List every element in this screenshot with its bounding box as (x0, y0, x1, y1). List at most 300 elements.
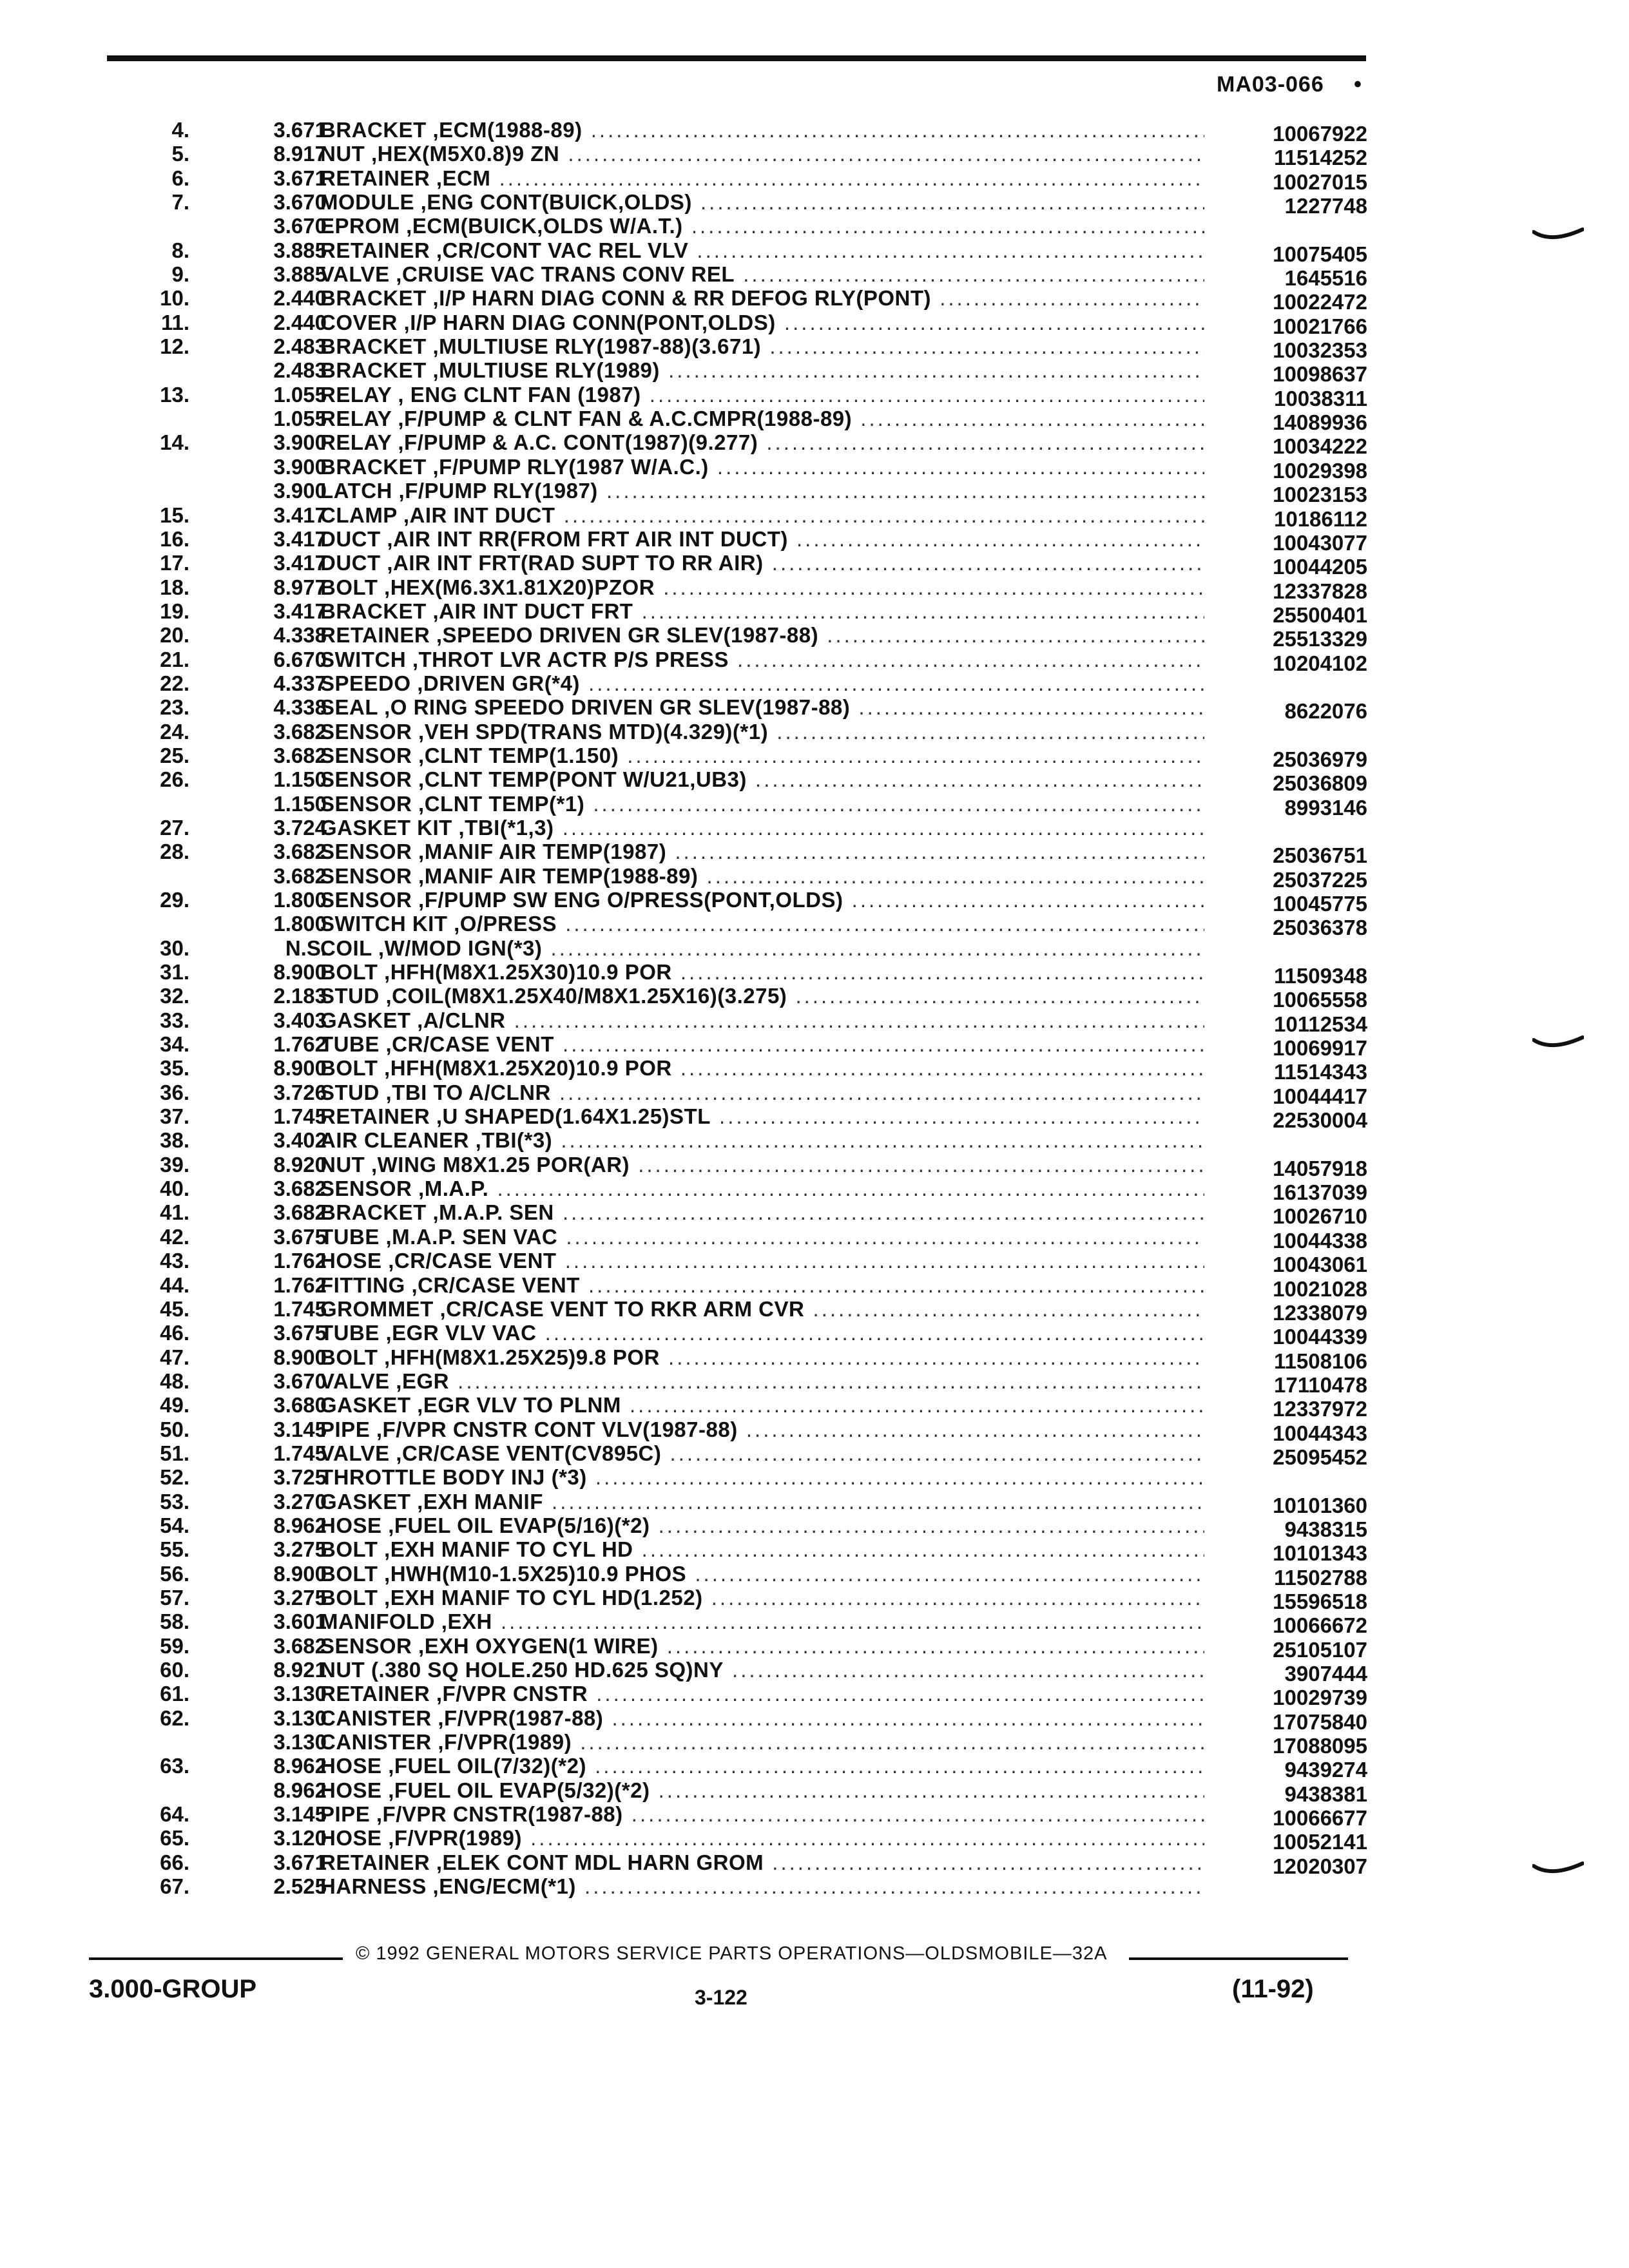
part-name: LATCH ,F/PUMP RLY(1987) ..... (320, 479, 1204, 503)
part-name: DUCT ,AIR INT RR(FROM FRT AIR INT DUCT) ..... (320, 527, 1204, 551)
part-name: THROTTLE BODY INJ (*3) ..... (320, 1465, 1204, 1489)
group-code: 3.120 (273, 1826, 327, 1850)
item-number: 61. (160, 1682, 189, 1706)
group-code: 3.680 (273, 1393, 327, 1418)
parts-list (0, 118, 1629, 1898)
part-name: GASKET ,EXH MANIF ..... (320, 1490, 1204, 1514)
part-row (0, 1224, 1629, 1253)
footer-rule-left (89, 1957, 343, 1960)
part-number: 17088095 (1273, 1734, 1367, 1758)
part-number: 11502788 (1273, 1565, 1367, 1590)
item-number: 35. (160, 1056, 189, 1081)
group-code: 1.055 (273, 382, 327, 407)
item-number: 50. (160, 1417, 189, 1441)
footer-date: (11-92) (1232, 1975, 1314, 2003)
part-row (0, 791, 1629, 820)
item-number: 45. (160, 1296, 189, 1321)
part-name: TUBE ,M.A.P. SEN VAC ..... (320, 1225, 1204, 1249)
part-number: 8622076 (1284, 699, 1367, 724)
part-number: 10022472 (1273, 290, 1367, 314)
item-number: 36. (160, 1080, 189, 1104)
part-number: 10044417 (1273, 1084, 1367, 1108)
part-row (0, 1874, 1629, 1898)
part-row (0, 1345, 1629, 1373)
part-number: 10021766 (1273, 314, 1367, 338)
part-name: GASKET ,A/CLNR ..... (320, 1008, 1204, 1032)
group-code: 3.275 (273, 1585, 327, 1610)
part-number: 1645516 (1284, 266, 1367, 291)
group-code: 3.417 (273, 551, 327, 575)
part-name: GROMMET ,CR/CASE VENT TO RKR ARM CVR ..... (320, 1297, 1204, 1321)
group-code: 3.682 (273, 743, 327, 767)
item-number: 67. (160, 1874, 189, 1899)
part-name: HOSE ,CR/CASE VENT ..... (320, 1249, 1204, 1273)
part-number: 10075405 (1273, 242, 1367, 266)
part-row (0, 214, 1629, 238)
item-number: 56. (160, 1561, 189, 1586)
group-code: 1.762 (273, 1249, 327, 1273)
footer-group-label: 3.000-GROUP (89, 1975, 257, 2003)
part-name: MANIFOLD ,EXH ..... (320, 1610, 1204, 1633)
part-name: DUCT ,AIR INT FRT(RAD SUPT TO RR AIR) ..... (320, 551, 1204, 575)
part-name: TUBE ,EGR VLV VAC ..... (320, 1321, 1204, 1345)
part-row (0, 1369, 1629, 1397)
item-number: 23. (160, 695, 189, 720)
group-code: 8.920 (273, 1152, 327, 1177)
item-number: 11. (160, 310, 189, 334)
part-row (0, 1610, 1629, 1638)
group-code: 8.900 (273, 1056, 327, 1081)
footer-copyright: © 1992 GENERAL MOTORS SERVICE PARTS OPERATIONS—OLDSMOBILE—32A (356, 1943, 1108, 1964)
item-number: 58. (160, 1610, 189, 1634)
part-number: 10029398 (1273, 458, 1367, 483)
part-row (0, 1682, 1629, 1710)
part-row (0, 671, 1629, 695)
part-number: 9438381 (1284, 1782, 1367, 1806)
item-number: 7. (171, 190, 189, 215)
group-code: 1.745 (273, 1441, 327, 1465)
part-row (0, 1128, 1629, 1152)
item-number: 32. (160, 984, 189, 1008)
group-code: 1.800 (273, 912, 327, 936)
part-number: 12337828 (1273, 579, 1367, 603)
part-number: 10065558 (1273, 988, 1367, 1012)
top-rule (107, 55, 1366, 61)
part-number: 10043061 (1273, 1253, 1367, 1277)
item-number: 15. (160, 503, 189, 527)
part-row (0, 1296, 1629, 1325)
part-number: 25036378 (1273, 916, 1367, 940)
part-name: SENSOR ,EXH OXYGEN(1 WIRE) ..... (320, 1634, 1204, 1658)
item-number: 41. (160, 1200, 189, 1225)
part-row (0, 310, 1629, 338)
item-number: 33. (160, 1008, 189, 1032)
part-name: BOLT ,HEX(M6.3X1.81X20)PZOR ..... (320, 575, 1204, 599)
group-code: 8.900 (273, 1561, 327, 1586)
part-name: VALVE ,CR/CASE VENT(CV895C) ..... (320, 1441, 1204, 1465)
part-row (0, 1706, 1629, 1734)
part-row (0, 1585, 1629, 1613)
part-number: 10034222 (1273, 434, 1367, 459)
part-number: 15596518 (1273, 1589, 1367, 1613)
group-code: 8.962 (273, 1778, 327, 1802)
item-number: 22. (160, 671, 189, 695)
part-name: HARNESS ,ENG/ECM(*1) ..... (320, 1874, 1204, 1898)
part-number: 10023153 (1273, 483, 1367, 507)
group-code: 8.921 (273, 1658, 327, 1682)
part-name: BRACKET ,M.A.P. SEN ..... (320, 1200, 1204, 1224)
group-code: 4.337 (273, 671, 327, 695)
part-name: BOLT ,EXH MANIF TO CYL HD ..... (320, 1537, 1204, 1561)
group-code: 3.402 (273, 1128, 327, 1153)
group-code: 3.682 (273, 1177, 327, 1201)
part-number: 14089936 (1273, 410, 1367, 435)
part-name: RETAINER ,ELEK CONT MDL HARN GROM ..... (320, 1850, 1204, 1874)
part-number: 25105107 (1273, 1637, 1367, 1662)
part-number: 10044338 (1273, 1228, 1367, 1253)
group-code: 8.962 (273, 1754, 327, 1778)
binder-hole-mark-1 (1532, 227, 1584, 246)
part-name: SWITCH KIT ,O/PRESS ..... (320, 912, 1204, 936)
part-row (0, 1513, 1629, 1541)
part-row (0, 118, 1629, 146)
group-code: 3.601 (273, 1610, 327, 1634)
item-number: 17. (160, 551, 189, 575)
part-row (0, 1658, 1629, 1686)
part-name: HOSE ,FUEL OIL(7/32)(*2) ..... (320, 1754, 1204, 1778)
part-name: VALVE ,CRUISE VAC TRANS CONV REL ..... (320, 262, 1204, 286)
part-name: RETAINER ,SPEEDO DRIVEN GR SLEV(1987-88) ..... (320, 623, 1204, 647)
part-name: MODULE ,ENG CONT(BUICK,OLDS) ..... (320, 190, 1204, 214)
group-code: 3.885 (273, 238, 327, 262)
part-number: 10101343 (1273, 1541, 1367, 1566)
group-code: 2.440 (273, 286, 327, 311)
part-number: 12337972 (1273, 1397, 1367, 1421)
part-row (0, 888, 1629, 916)
group-code: 3.417 (273, 526, 327, 551)
part-row (0, 1754, 1629, 1782)
part-row (0, 1850, 1629, 1878)
item-number: 66. (160, 1850, 189, 1874)
part-number: 10044339 (1273, 1325, 1367, 1349)
group-code: 3.417 (273, 599, 327, 623)
part-name: BOLT ,HFH(M8X1.25X30)10.9 POR ..... (320, 960, 1204, 984)
part-name: CANISTER ,F/VPR(1987-88) ..... (320, 1706, 1204, 1730)
group-code: 2.440 (273, 310, 327, 334)
item-number: 27. (160, 815, 189, 840)
part-row (0, 166, 1629, 194)
group-code: 1.150 (273, 791, 327, 816)
part-number: 10101360 (1273, 1493, 1367, 1517)
page-code: MA03-066 (1217, 72, 1324, 97)
part-number: 10186112 (1273, 506, 1367, 531)
item-number: 40. (160, 1177, 189, 1201)
group-code: 8.977 (273, 575, 327, 599)
part-number: 9438315 (1284, 1517, 1367, 1541)
part-name: NUT (.380 SQ HOLE.250 HD.625 SQ)NY ..... (320, 1658, 1204, 1682)
group-code: 3.682 (273, 840, 327, 864)
item-number: 64. (160, 1802, 189, 1827)
part-name: NUT ,HEX(M5X0.8)9 ZN ..... (320, 142, 1204, 166)
group-code: 1.150 (273, 767, 327, 792)
group-code: 8.900 (273, 1345, 327, 1369)
part-name: SEAL ,O RING SPEEDO DRIVEN GR SLEV(1987-88) ..... (320, 695, 1204, 719)
part-name: SENSOR ,MANIF AIR TEMP(1988-89) ..... (320, 864, 1204, 888)
group-code: 3.130 (273, 1730, 327, 1754)
part-row (0, 454, 1629, 483)
part-name: BRACKET ,MULTIUSE RLY(1989) ..... (320, 358, 1204, 382)
part-row (0, 623, 1629, 651)
group-code: 3.403 (273, 1008, 327, 1032)
part-number: 10067922 (1273, 122, 1367, 146)
part-name: COVER ,I/P HARN DIAG CONN(PONT,OLDS) ..... (320, 311, 1204, 334)
group-code: 3.682 (273, 1200, 327, 1225)
group-code: 3.675 (273, 1224, 327, 1249)
group-code: 4.338 (273, 623, 327, 648)
part-row (0, 503, 1629, 531)
part-row (0, 1489, 1629, 1517)
part-name: SENSOR ,M.A.P. ..... (320, 1177, 1204, 1200)
part-row (0, 1417, 1629, 1445)
group-code: 3.145 (273, 1417, 327, 1441)
part-row (0, 1273, 1629, 1301)
item-number: 13. (160, 382, 189, 407)
part-number: 1227748 (1284, 194, 1367, 218)
part-number: 17110478 (1273, 1372, 1367, 1397)
item-number: 37. (160, 1104, 189, 1129)
part-row (0, 863, 1629, 892)
group-code: 3.682 (273, 719, 327, 744)
item-number: 48. (160, 1369, 189, 1393)
group-code: 8.917 (273, 142, 327, 166)
part-row (0, 767, 1629, 796)
part-row (0, 695, 1629, 724)
item-number: 9. (171, 262, 189, 287)
item-number: 18. (160, 575, 189, 599)
part-row (0, 358, 1629, 387)
part-row (0, 912, 1629, 940)
part-row (0, 743, 1629, 771)
part-row (0, 1104, 1629, 1133)
part-row (0, 479, 1629, 507)
part-name: RETAINER ,U SHAPED(1.64X1.25)STL ..... (320, 1104, 1204, 1128)
part-name: RELAY , ENG CLNT FAN (1987) ..... (320, 383, 1204, 407)
item-number: 24. (160, 719, 189, 744)
part-row (0, 1200, 1629, 1229)
group-code: 2.525 (273, 1874, 327, 1899)
part-row (0, 382, 1629, 410)
part-row (0, 647, 1629, 675)
part-row (0, 1537, 1629, 1566)
part-number: 10021028 (1273, 1276, 1367, 1301)
part-row (0, 816, 1629, 840)
part-row (0, 1826, 1629, 1854)
part-name: BOLT ,HFH(M8X1.25X20)10.9 POR ..... (320, 1056, 1204, 1080)
part-number: 25513329 (1273, 627, 1367, 651)
part-number: 8993146 (1284, 795, 1367, 820)
item-number: 43. (160, 1249, 189, 1273)
part-number: 11508106 (1273, 1349, 1367, 1373)
part-name: BRACKET ,F/PUMP RLY(1987 W/A.C.) ..... (320, 455, 1204, 479)
part-row (0, 1177, 1629, 1205)
item-number: 55. (160, 1537, 189, 1562)
group-code: 1.745 (273, 1104, 327, 1129)
part-row (0, 526, 1629, 555)
part-name: SENSOR ,MANIF AIR TEMP(1987) ..... (320, 840, 1204, 863)
group-code: 1.745 (273, 1296, 327, 1321)
part-name: SENSOR ,F/PUMP SW ENG O/PRESS(PONT,OLDS) ..... (320, 888, 1204, 912)
part-row (0, 262, 1629, 291)
part-row (0, 551, 1629, 579)
part-name: RETAINER ,CR/CONT VAC REL VLV ..... (320, 238, 1204, 262)
part-number: 10112534 (1273, 1012, 1367, 1036)
part-row (0, 1321, 1629, 1349)
part-number: 3907444 (1284, 1662, 1367, 1686)
part-name: BRACKET ,MULTIUSE RLY(1987-88)(3.671) ..... (320, 334, 1204, 358)
part-number: 10032353 (1273, 338, 1367, 363)
binder-hole-mark-3 (1532, 1861, 1584, 1880)
part-number: 10029739 (1273, 1686, 1367, 1710)
part-row (0, 1465, 1629, 1489)
group-code: 1.800 (273, 888, 327, 912)
part-row (0, 407, 1629, 435)
part-name: TUBE ,CR/CASE VENT ..... (320, 1032, 1204, 1056)
part-number: 14057918 (1273, 1156, 1367, 1180)
group-code: 3.417 (273, 503, 327, 527)
page-mark: • (1354, 72, 1362, 97)
group-code: 3.671 (273, 1850, 327, 1874)
group-code: 3.724 (273, 815, 327, 840)
part-number: 10027015 (1273, 169, 1367, 194)
item-number: 63. (160, 1754, 189, 1778)
item-number: 38. (160, 1128, 189, 1153)
part-name: BRACKET ,AIR INT DUCT FRT ..... (320, 599, 1204, 623)
group-code: 3.670 (273, 1369, 327, 1393)
part-row (0, 190, 1629, 218)
item-number: 21. (160, 647, 189, 671)
part-row (0, 840, 1629, 868)
part-row (0, 720, 1629, 744)
item-number: 47. (160, 1345, 189, 1369)
part-name: RETAINER ,ECM ..... (320, 166, 1204, 190)
part-name: PIPE ,F/VPR CNSTR CONT VLV(1987-88) ..... (320, 1418, 1204, 1441)
group-code: 1.055 (273, 407, 327, 431)
part-name: BOLT ,HFH(M8X1.25X25)9.8 POR ..... (320, 1345, 1204, 1369)
group-code: 3.900 (273, 479, 327, 503)
part-number: 10043077 (1273, 530, 1367, 555)
part-name: PIPE ,F/VPR CNSTR(1987-88) ..... (320, 1802, 1204, 1826)
part-number: 12338079 (1273, 1300, 1367, 1325)
item-number: 34. (160, 1032, 189, 1057)
part-name: SWITCH ,THROT LVR ACTR P/S PRESS ..... (320, 648, 1204, 671)
group-code: 3.670 (273, 190, 327, 215)
footer-rule-right (1129, 1957, 1348, 1960)
item-number: 6. (171, 166, 189, 190)
group-code: N.S. (285, 936, 327, 960)
item-number: 30. (160, 936, 189, 960)
part-name: VALVE ,EGR ..... (320, 1369, 1204, 1393)
item-number: 26. (160, 767, 189, 792)
part-name: STUD ,COIL(M8X1.25X40/M8X1.25X16)(3.275) ..... (320, 984, 1204, 1008)
group-code: 3.670 (273, 214, 327, 238)
part-row (0, 1393, 1629, 1421)
group-code: 8.962 (273, 1513, 327, 1537)
group-code: 6.670 (273, 647, 327, 671)
part-name: RELAY ,F/PUMP & A.C. CONT(1987)(9.277) ..... (320, 430, 1204, 454)
part-row (0, 575, 1629, 603)
item-number: 8. (171, 238, 189, 262)
part-name: RETAINER ,F/VPR CNSTR ..... (320, 1682, 1204, 1706)
item-number: 57. (160, 1585, 189, 1610)
part-number: 10038311 (1273, 386, 1367, 410)
group-code: 3.725 (273, 1465, 327, 1490)
part-row (0, 238, 1629, 266)
item-number: 59. (160, 1633, 189, 1658)
item-number: 31. (160, 960, 189, 985)
item-number: 49. (160, 1393, 189, 1418)
part-number: 10098637 (1273, 362, 1367, 387)
part-row (0, 1008, 1629, 1036)
group-code: 3.726 (273, 1080, 327, 1104)
item-number: 54. (160, 1513, 189, 1537)
part-number: 25037225 (1273, 867, 1367, 892)
group-code: 3.885 (273, 262, 327, 287)
part-row (0, 286, 1629, 314)
item-number: 52. (160, 1465, 189, 1490)
item-number: 25. (160, 743, 189, 767)
part-number: 16137039 (1273, 1180, 1367, 1205)
part-number: 11509348 (1273, 964, 1367, 988)
part-number: 10026710 (1273, 1204, 1367, 1229)
part-name: HOSE ,FUEL OIL EVAP(5/16)(*2) ..... (320, 1514, 1204, 1537)
part-number: 25500401 (1273, 602, 1367, 627)
group-code: 3.130 (273, 1706, 327, 1730)
group-code: 8.900 (273, 960, 327, 985)
group-code: 2.483 (273, 334, 327, 359)
part-number: 12020307 (1273, 1854, 1367, 1878)
part-number: 10066677 (1273, 1806, 1367, 1831)
part-name: EPROM ,ECM(BUICK,OLDS W/A.T.) ..... (320, 214, 1204, 238)
item-number: 39. (160, 1152, 189, 1177)
part-row (0, 1802, 1629, 1831)
part-row (0, 1441, 1629, 1469)
item-number: 62. (160, 1706, 189, 1730)
part-number: 25036809 (1273, 771, 1367, 796)
item-number: 19. (160, 599, 189, 623)
part-name: SENSOR ,CLNT TEMP(*1) ..... (320, 792, 1204, 816)
part-name: GASKET ,EGR VLV TO PLNM ..... (320, 1393, 1204, 1417)
part-row (0, 1561, 1629, 1590)
part-name: STUD ,TBI TO A/CLNR ..... (320, 1081, 1204, 1104)
part-name: BOLT ,EXH MANIF TO CYL HD(1.252) ..... (320, 1586, 1204, 1610)
group-code: 1.762 (273, 1032, 327, 1057)
item-number: 42. (160, 1224, 189, 1249)
group-code: 3.275 (273, 1537, 327, 1562)
part-name: CANISTER ,F/VPR(1989) ..... (320, 1730, 1204, 1754)
binder-hole-mark-2 (1532, 1035, 1584, 1054)
item-number: 4. (171, 118, 189, 142)
group-code: 3.682 (273, 1633, 327, 1658)
item-number: 60. (160, 1658, 189, 1682)
group-code: 3.900 (273, 430, 327, 455)
part-name: CLAMP ,AIR INT DUCT ..... (320, 503, 1204, 527)
part-row (0, 334, 1629, 363)
part-name: SENSOR ,VEH SPD(TRANS MTD)(4.329)(*1) ..... (320, 720, 1204, 744)
part-number: 10204102 (1273, 651, 1367, 675)
item-number: 5. (171, 142, 189, 166)
part-name: COIL ,W/MOD IGN(*3) ..... (320, 936, 1204, 960)
group-code: 2.483 (273, 358, 327, 383)
